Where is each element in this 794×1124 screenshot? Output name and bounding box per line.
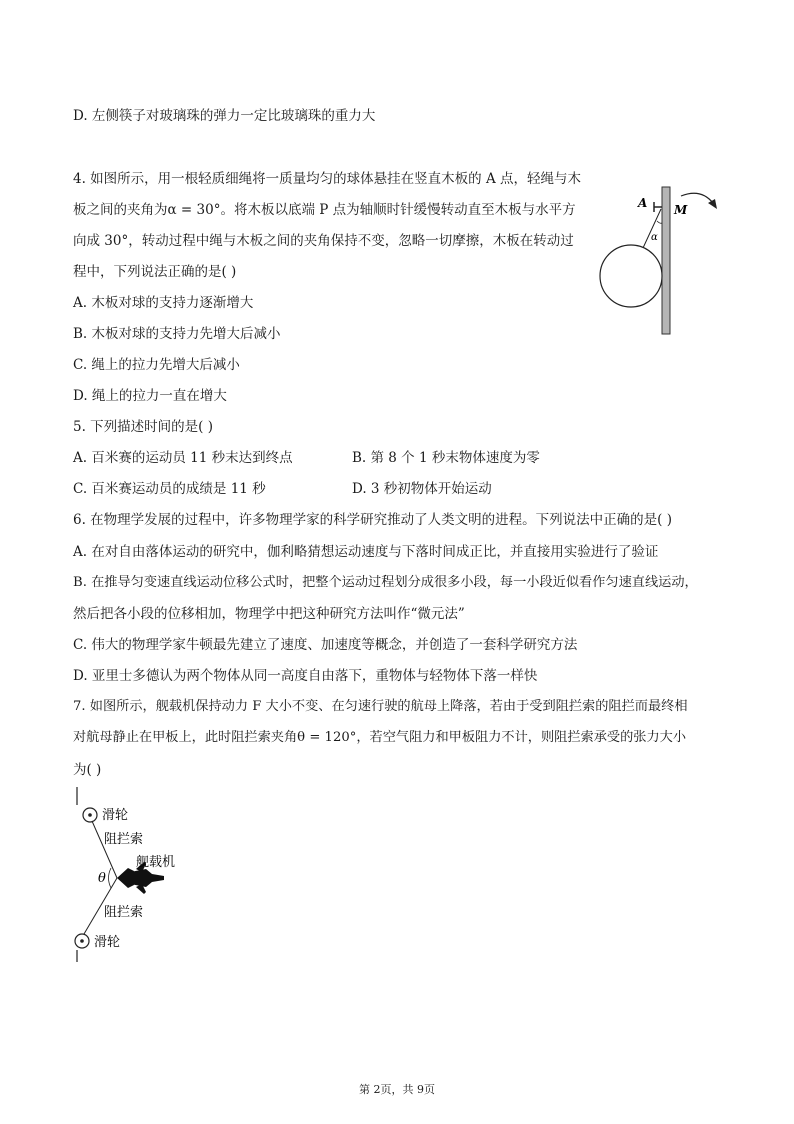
q4-option-c: C. 绳上的拉力先增大后减小 [73, 357, 240, 373]
q6-option-b-line-2: 然后把各小段的位移相加，物理学中把这种研究方法叫作“微元法” [73, 606, 465, 622]
q6-option-a: A. 在对自由落体运动的研究中，伽利略猜想运动速度与下落时间成正比，并直接用实验进行了验证 [73, 544, 659, 560]
q6-stem: 6. 在物理学发展的过程中，许多物理学家的科学研究推动了人类文明的进程。下列说法中正确的是( ) [73, 512, 672, 528]
q4-stem-line-3: 向成 30°，转动过程中绳与木板之间的夹角保持不变，忽略一切摩擦，木板在转动过 [73, 233, 574, 249]
theta-arc [109, 868, 112, 888]
rotation-arrowhead-icon [708, 199, 717, 209]
q5-option-c: C. 百米赛运动员的成绩是 11 秒 [73, 481, 266, 497]
q4-option-a: A. 木板对球的支持力逐渐增大 [73, 295, 254, 311]
q4-option-b: B. 木板对球的支持力先增大后减小 [73, 326, 281, 342]
pulley-bottom-center [80, 939, 84, 943]
label-angle-alpha: α [651, 232, 658, 243]
q5-option-d: D. 3 秒初物体开始运动 [352, 481, 492, 497]
q7-stem-line-3: 为( ) [73, 762, 102, 778]
label-aircraft: 舰载机 [136, 855, 176, 870]
label-point-a: A [638, 196, 648, 210]
label-cable-bottom: 阻拦索 [104, 905, 144, 920]
label-theta: θ [98, 871, 106, 886]
q5-option-b: B. 第 8 个 1 秒末物体速度为零 [352, 450, 540, 466]
q7-figure [70, 785, 210, 965]
label-cable-top: 阻拦索 [104, 832, 144, 847]
label-pulley-bottom: 滑轮 [94, 935, 121, 950]
q7-stem-line-2: 对航母静止在甲板上，此时阻拦索夹角θ = 120°，若空气阻力和甲板阻力不计，则阻拦索承受的张力大小 [73, 730, 687, 745]
rotation-arrow-icon [681, 193, 713, 203]
q7-stem-line-1: 7. 如图所示，舰载机保持动力 F 大小不变、在匀速行驶的航母上降落，若由于受到阻拦索的阻拦而最终相 [73, 699, 688, 714]
label-pulley-top: 滑轮 [102, 808, 129, 823]
pulley-top-center [88, 813, 92, 817]
sphere [600, 245, 662, 307]
q6-option-c: C. 伟大的物理学家牛顿最先建立了速度、加速度等概念，并创造了一套科学研究方法 [73, 637, 578, 653]
angle-arc [657, 221, 662, 223]
q3-option-d: D. 左侧筷子对玻璃珠的弹力一定比玻璃珠的重力大 [73, 108, 376, 124]
wooden-board [662, 187, 670, 334]
page-footer: 第 2页，共 9页 [359, 1083, 435, 1096]
q6-option-d: D. 亚里士多德认为两个物体从同一高度自由落下，重物体与轻物体下落一样快 [73, 668, 538, 684]
q4-figure [595, 185, 730, 340]
q6-option-b-line-1: B. 在推导匀变速直线运动位移公式时，把整个运动过程划分成很多小段，每一小段近似看作匀速直线运动， [73, 575, 698, 590]
q4-stem-line-1: 4. 如图所示，用一根轻质细绳将一质量均匀的球体悬挂在竖直木板的 A 点，轻绳与木 [73, 171, 582, 187]
q5-stem: 5. 下列描述时间的是( ) [73, 419, 213, 435]
q5-option-a: A. 百米赛的运动员 11 秒末达到终点 [73, 450, 293, 466]
q4-option-d: D. 绳上的拉力一直在增大 [73, 388, 227, 404]
label-point-m: M [674, 203, 688, 217]
q4-stem-line-2: 板之间的夹角为α = 30°。将木板以底端 P 点为轴顺时针缓慢转动直至木板与水平方 [73, 202, 576, 218]
cable-top [92, 821, 117, 878]
q4-stem-line-4: 程中，下列说法正确的是( ) [73, 264, 237, 280]
